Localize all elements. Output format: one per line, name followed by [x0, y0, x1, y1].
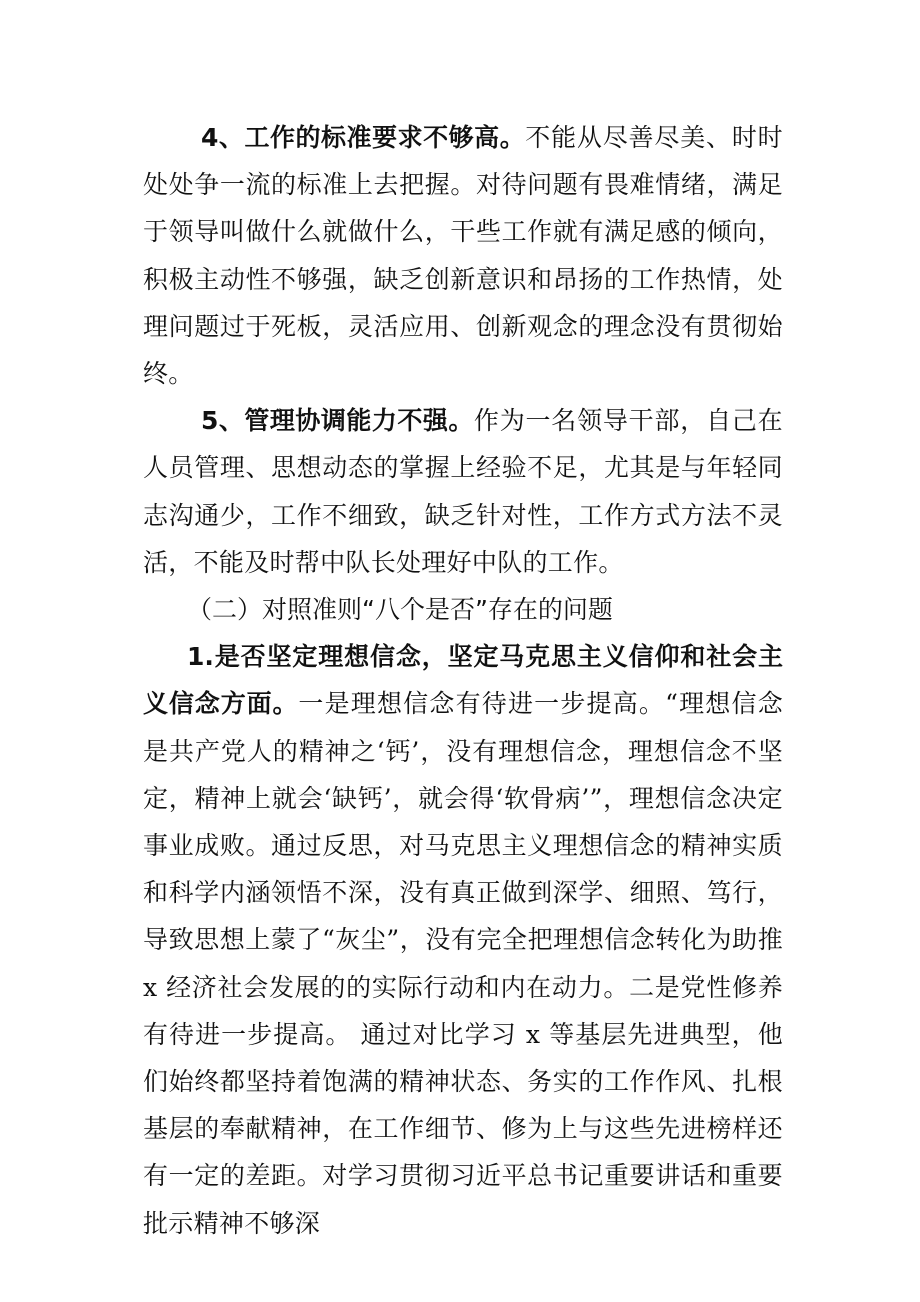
section-heading-text: （二）对照准则“八个是否”存在的问题 [187, 595, 613, 625]
paragraph-management [143, 397, 783, 586]
section-heading [143, 586, 783, 633]
paragraph-text: 不能从尽善尽美、时时处处争一流的标准上去把握。对待问题有畏难情绪，满足于领导叫做什么就做什么，干些工作就有满足感的倾向，积极主动性不够强，缺乏创新意识和昂扬的工作热情，处理问题过于死板，灵活应用、创新观念的理念没有贯彻始终。 [143, 123, 783, 389]
paragraph-text: 作为一名领导干部，自己在人员管理、思想动态的掌握上经验不足，尤其是与年轻同志沟通少，工作不细致，缺乏针对性，工作方式方法不灵活，不能及时帮中队长处理好中队的工作。 [143, 406, 783, 577]
paragraph-work-standards [143, 114, 783, 397]
document-body [143, 114, 783, 1247]
paragraph-lead: 5、管理协调能力不强。 [201, 406, 474, 436]
paragraph-lead: 4、工作的标准要求不够高。 [201, 123, 526, 152]
paragraph-ideals-beliefs [143, 633, 783, 1247]
paragraph-lead: 1.是否坚定理想信念，坚定马克思主义信仰和社会主义信念方面。 [143, 642, 783, 719]
paragraph-text: 一是理想信念有待进一步提高。“理想信念是共产党人的精神之‘钙’，没有理想信念，理想信念不坚定，精神上就会‘缺钙’，就会得‘软骨病’”，理想信念决定事业成败。通过反思，对马克思主义理想信念的精神实质和科学内涵领悟不深，没有真正做到深学、细照、笃行，导致思想上蒙了“灰尘”，没有完全把理想信念转化为助推 x 经济社会发展的的实际行动和内在动力。二是党性修养有待进一步提高。 通过对比学习 x 等基层先进典型，他们始终都坚持着饱满的精神状态、务实的工作作风、扎根基层的奉献精神，在工作细节、修为上与这些先进榜样还有一定的差距。对学习贯彻习近平总书记重要讲话和重要批示精神不够深 [143, 689, 783, 1238]
